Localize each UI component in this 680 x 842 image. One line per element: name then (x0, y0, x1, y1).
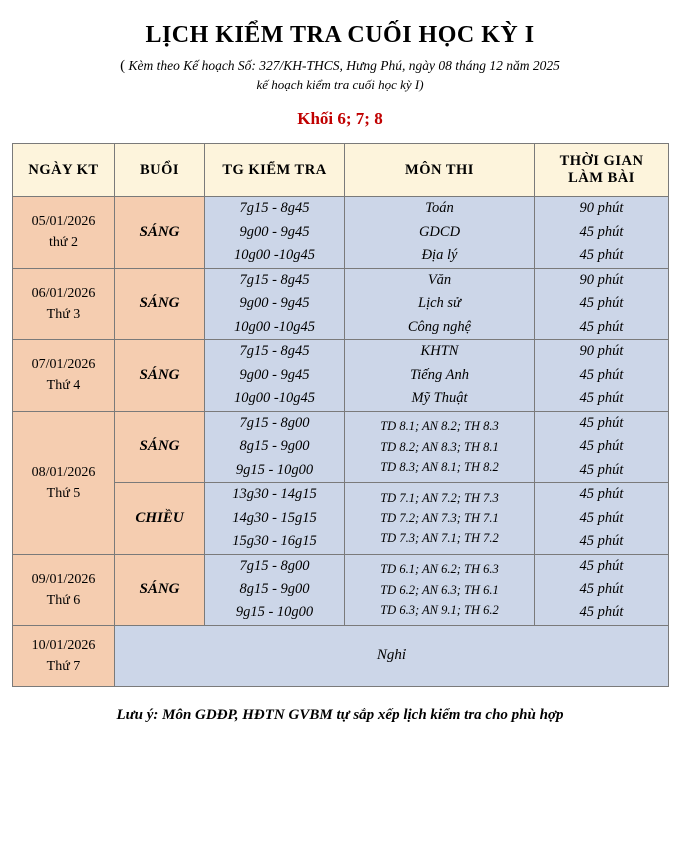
header-duration-line1: THỜI GIAN (559, 153, 644, 170)
cell-subjects (345, 197, 535, 268)
duration-line: 45 phút (579, 223, 624, 240)
footer-note: Lưu ý: Môn GDĐP, HĐTN GVBM tự sắp xếp lịch kiểm tra cho phù hợp (116, 706, 564, 723)
duration-line: 45 phút (579, 247, 624, 264)
duration-line: 45 phút (579, 557, 624, 574)
subtitle-open-paren: ( (120, 58, 126, 74)
header-date: NGÀY KT (13, 144, 115, 197)
duration-line: 45 phút (579, 461, 624, 478)
time-line: 8g15 - 9g00 (239, 581, 310, 597)
cell-durations (535, 554, 669, 625)
cell-session: SÁNG (115, 197, 205, 268)
time-line: 7g15 - 8g45 (239, 271, 310, 288)
duration-line: 45 phút (579, 390, 624, 407)
header-session: BUỔI (115, 144, 205, 197)
time-line: 9g15 - 10g00 (235, 604, 314, 621)
subtitle-text: Kèm theo Kế hoạch Số: 327/KH-THCS, Hưng Phú, ngày 08 tháng 12 năm 2025 (128, 58, 560, 73)
cell-durations (535, 268, 669, 339)
table-row (13, 411, 669, 482)
cell-subjects (345, 340, 535, 411)
cell-subjects (345, 268, 535, 339)
table-row (13, 625, 669, 686)
cell-date (13, 411, 115, 554)
cell-date (13, 268, 115, 339)
page-title: LỊCH KIỂM TRA CUỐI HỌC KỲ I (145, 22, 535, 48)
date-line2: Thứ 6 (46, 592, 81, 608)
cell-times (205, 483, 345, 554)
subject-line: GDCD (418, 223, 461, 240)
subject-line: TD 6.1; AN 6.2; TH 6.3 (380, 562, 499, 577)
time-line: 10g00 -10g45 (234, 247, 315, 264)
subject-line: TD 8.1; AN 8.2; TH 8.3 (380, 419, 499, 434)
duration-line: 45 phút (579, 604, 624, 621)
cell-date (13, 197, 115, 268)
subject-line: Công nghệ (407, 318, 472, 335)
subject-line: Văn (427, 271, 452, 288)
cell-times (205, 197, 345, 268)
header-duration-line2: LÀM BÀI (568, 170, 635, 187)
date-line1: 08/01/2026 (31, 464, 96, 480)
time-line: 15g30 - 16g15 (232, 533, 317, 550)
cell-date (13, 625, 115, 686)
cell-durations (535, 411, 669, 482)
time-line: 13g30 - 14g15 (232, 486, 317, 503)
cell-times (205, 268, 345, 339)
cell-times (205, 411, 345, 482)
time-line: 9g15 - 10g00 (235, 461, 314, 478)
date-line1: 10/01/2026 (31, 637, 96, 653)
subject-line: TD 8.2; AN 8.3; TH 8.1 (380, 439, 499, 454)
date-line1: 07/01/2026 (31, 357, 96, 373)
table-row (13, 268, 669, 339)
cell-subjects (345, 411, 535, 482)
document-page (0, 22, 680, 842)
table-row (13, 197, 669, 268)
date-line1: 06/01/2026 (31, 285, 96, 301)
date-line1: 05/01/2026 (31, 214, 96, 230)
time-line: 8g15 - 9g00 (239, 438, 310, 455)
duration-line: 45 phút (579, 366, 624, 383)
cell-subjects (345, 554, 535, 625)
subject-line: TD 7.2; AN 7.3; TH 7.1 (380, 511, 499, 526)
duration-line: 45 phút (579, 486, 624, 503)
subject-line: Lịch sử (418, 295, 461, 312)
time-line: 9g00 - 9g45 (239, 366, 310, 383)
date-line2: thứ 2 (49, 235, 78, 251)
time-line: 9g00 - 9g45 (239, 295, 310, 312)
date-line2: Thứ 4 (46, 378, 81, 394)
document-subtitle (12, 56, 668, 76)
document-subtitle-line2: kế hoạch kiểm tra cuối học kỳ I) (256, 77, 424, 93)
duration-line: 45 phút (579, 295, 624, 312)
date-line2: Thứ 5 (46, 485, 81, 501)
cell-durations (535, 197, 669, 268)
cell-subjects (345, 483, 535, 554)
date-line1: 09/01/2026 (31, 571, 96, 587)
cell-session: CHIỀU (115, 483, 205, 554)
header-exam-time: TG KIỂM TRA (205, 144, 345, 197)
table-row (13, 340, 669, 411)
time-line: 10g00 -10g45 (234, 390, 315, 407)
cell-session: SÁNG (115, 411, 205, 482)
cell-durations (535, 340, 669, 411)
cell-rest-label: Nghỉ (115, 625, 669, 686)
subject-line: TD 6.2; AN 6.3; TH 6.1 (380, 582, 499, 597)
subject-line: Tiếng Anh (410, 366, 469, 383)
cell-durations (535, 483, 669, 554)
duration-line: 45 phút (579, 414, 624, 431)
grade-line: Khối 6; 7; 8 (297, 109, 383, 129)
cell-times (205, 554, 345, 625)
cell-date (13, 340, 115, 411)
duration-line: 45 phút (579, 438, 624, 455)
cell-session: SÁNG (115, 554, 205, 625)
time-line: 7g15 - 8g00 (239, 414, 310, 431)
subject-line: Địa lý (421, 247, 458, 264)
cell-times (205, 340, 345, 411)
subject-line: Mỹ Thuật (411, 390, 468, 407)
exam-schedule-table (12, 143, 669, 687)
date-line2: Thứ 3 (46, 306, 81, 322)
cell-date (13, 554, 115, 625)
time-line: 10g00 -10g45 (234, 318, 315, 335)
time-line: 9g00 - 9g45 (239, 223, 310, 240)
time-line: 7g15 - 8g00 (239, 557, 310, 574)
time-line: 7g15 - 8g45 (239, 343, 310, 360)
duration-line: 90 phút (579, 271, 624, 288)
time-line: 14g30 - 15g15 (232, 509, 317, 526)
duration-line: 45 phút (579, 318, 624, 335)
subject-line: KHTN (420, 343, 459, 360)
cell-session: SÁNG (115, 340, 205, 411)
duration-line: 45 phút (579, 581, 624, 597)
time-line: 7g15 - 8g45 (239, 200, 310, 217)
subject-line: TD 7.1; AN 7.2; TH 7.3 (380, 490, 499, 505)
table-header-row (13, 144, 669, 197)
header-subject: MÔN THI (345, 144, 535, 197)
table-row (13, 554, 669, 625)
duration-line: 45 phút (579, 533, 624, 550)
duration-line: 90 phút (579, 200, 624, 217)
date-line2: Thứ 7 (46, 658, 81, 674)
duration-line: 90 phút (579, 343, 624, 360)
duration-line: 45 phút (579, 509, 624, 526)
subject-line: Toán (425, 200, 454, 217)
subject-line: TD 7.3; AN 7.1; TH 7.2 (380, 531, 499, 546)
subject-line: TD 8.3; AN 8.1; TH 8.2 (380, 459, 499, 474)
cell-session: SÁNG (115, 268, 205, 339)
subject-line: TD 6.3; AN 9.1; TH 6.2 (380, 602, 499, 617)
header-duration (535, 144, 669, 197)
